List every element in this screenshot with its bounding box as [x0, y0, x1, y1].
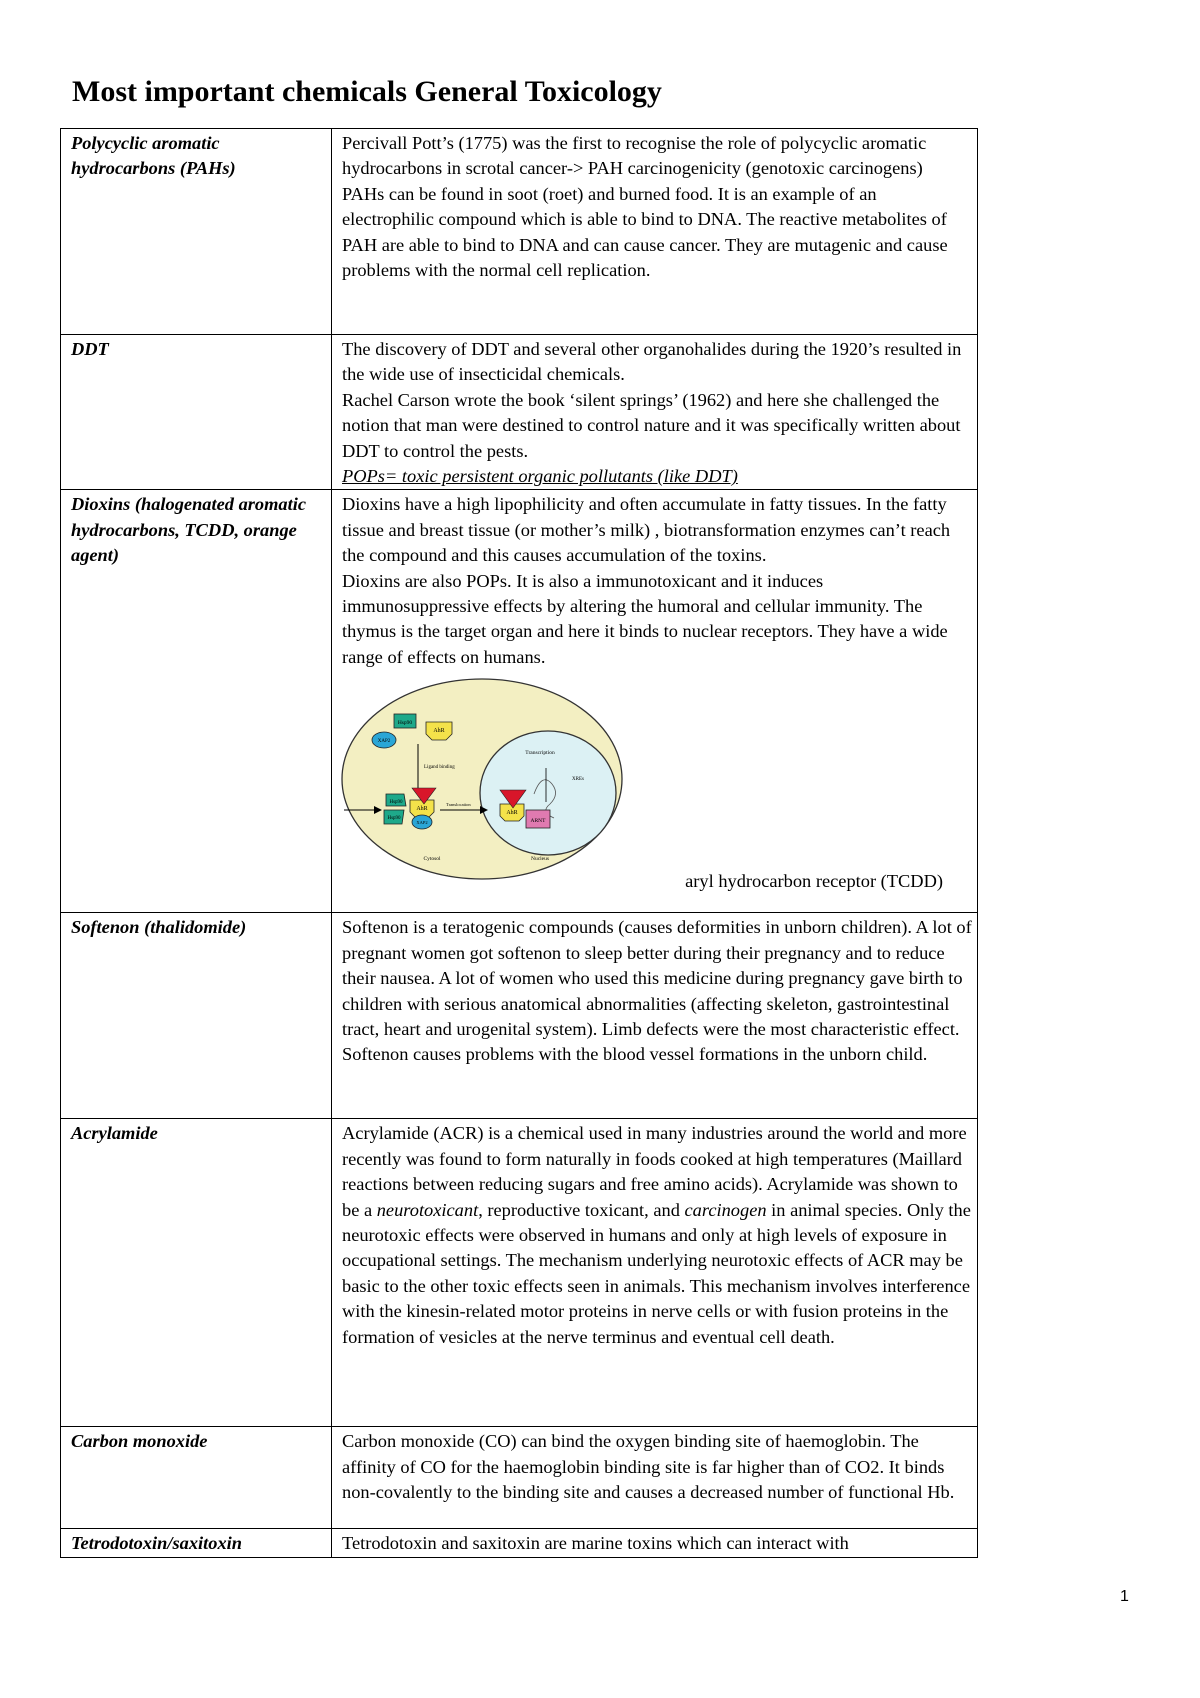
chemical-description: [332, 129, 978, 335]
carcinogen-term: carcinogen: [684, 1199, 767, 1220]
chemicals-table: [60, 128, 978, 1558]
hsp90-label: Hsp90: [389, 800, 403, 806]
table-row: [61, 129, 978, 335]
pops-note: POPs= toxic persistent organic pollutants (like DDT): [342, 466, 738, 487]
chemical-description: [332, 1119, 978, 1427]
description-paragraph: Tetrodotoxin and saxitoxin are marine toxins which can interact with: [342, 1533, 849, 1554]
table-row: [61, 913, 978, 1119]
chemical-name: Carbon monoxide: [61, 1427, 332, 1529]
chemical-name: Dioxins (halogenated aromatic hydrocarbons, TCDD, orange agent): [61, 490, 332, 913]
acrylamide-text: , reproductive toxicant, and: [478, 1199, 685, 1220]
description-paragraph: Softenon is a teratogenic compounds (causes deformities in unborn children). A lot of pregnant women got softenon to sleep better during their pregnancy and to reduce their nausea. A lot of women who used this medicine during pregnancy gave birth to children with serious anatomical abnormalities (affecting skeleton, gastrointestinal tract, heart and urogenital system). Limb defects were the most characteristic effect. Softenon causes problems with the blood vessel formations in the unborn child.: [342, 917, 972, 1065]
chemical-description: [332, 1427, 978, 1529]
neurotoxicant-term: neurotoxicant: [376, 1199, 479, 1220]
ligand-binding-label: Ligand binding: [424, 765, 455, 771]
description-paragraph: Dioxins are also POPs. It is also a immunotoxicant and it induces immunosuppressive effects by altering the humoral and cellular immunity. The thymus is the target organ and here it binds to nuclear receptors. They have a wide range of effects on humans.: [342, 570, 948, 667]
chemical-name: Acrylamide: [61, 1119, 332, 1427]
description-paragraph: [342, 1121, 973, 1350]
ahr-pathway-figure: [342, 674, 973, 890]
nucleus-label: Nucleus: [530, 856, 550, 863]
xap2-label: XAP2: [416, 820, 428, 826]
table-row: [61, 1427, 978, 1529]
cytosol-label: Cytosol: [423, 856, 441, 863]
arnt-label: ARNT: [530, 818, 546, 825]
chemical-name: DDT: [61, 335, 332, 490]
ahr-label: AhR: [433, 728, 445, 735]
hsp90-label: Hsp90: [387, 816, 401, 822]
page-title: Most important chemicals General Toxicology: [72, 75, 662, 108]
chemical-name: Softenon (thalidomide): [61, 913, 332, 1119]
ahr-label: AhR: [416, 806, 428, 813]
figure-caption: aryl hydrocarbon receptor (TCDD): [685, 870, 943, 891]
description-paragraph: Dioxins have a high lipophilicity and often accumulate in fatty tissues. In the fatty tissue and breast tissue (or mother’s milk) , biotransformation enzymes can’t reach the compound and this causes accumulation of the toxins.: [342, 494, 951, 566]
ahr-label: AhR: [506, 810, 518, 817]
table-row: [61, 1119, 978, 1427]
chemical-description: [332, 490, 978, 913]
ahr-pathway-diagram: [340, 676, 630, 882]
description-paragraph: PAHs can be found in soot (roet) and burned food. It is an example of an electrophilic compound which is able to bind to DNA. The reactive metabolites of PAH are able to bind to DNA and can cause cancer. They are mutagenic and cause problems with the normal cell replication.: [342, 183, 948, 281]
chemical-name: Polycyclic aromatic hydrocarbons (PAHs): [61, 129, 332, 335]
description-paragraph: The discovery of DDT and several other organohalides during the 1920’s resulted in the wide use of insecticidal chemicals.: [342, 339, 962, 385]
xap2-label: XAP2: [377, 739, 391, 745]
description-paragraph: Rachel Carson wrote the book ‘silent springs’ (1962) and here she challenged the notion that man were destined to control nature and it was specifically written about DDT to control the pests.: [342, 389, 961, 461]
page-number: 1: [1120, 1588, 1129, 1605]
chemical-description: [332, 913, 978, 1119]
hsp90-label: Hsp90: [397, 720, 413, 727]
xre-label: XREs: [572, 777, 584, 783]
table-row: [61, 1529, 978, 1557]
acrylamide-text: Acrylamide (ACR) is a chemical used in many industries around the world and more recently was found to form naturally in foods cooked at high temperatures (Maillard reactions between reducing sugars and free amino acids). Acrylamide was shown to be a: [342, 1123, 967, 1220]
chemical-description: [332, 1529, 978, 1557]
description-paragraph: Carbon monoxide (CO) can bind the oxygen binding site of haemoglobin. The affinity of CO for the haemoglobin binding site is far higher than of CO2. It binds non-covalently to the binding site and causes a decreased number of functional Hb.: [342, 1431, 955, 1503]
description-paragraph: Percivall Pott’s (1775) was the first to recognise the role of polycyclic aromatic hydrocarbons in scrotal cancer-> PAH carcinogenicity (genotoxic carcinogens): [342, 133, 927, 179]
table-row: [61, 335, 978, 490]
chemical-description: [332, 335, 978, 490]
chemical-name: Tetrodotoxin/saxitoxin: [61, 1529, 332, 1557]
transcription-label: Transcription: [525, 750, 555, 757]
table-row: [61, 490, 978, 913]
acrylamide-text: in animal species. Only the neurotoxic effects were observed in humans and only at high levels of exposure in occupational settings. The mechanism underlying neurotoxic effects of ACR may be basic to the other toxic effects seen in animals. This mechanism involves interference with the kinesin-related motor proteins in nerve cells or with fusion proteins in the formation of vesicles at the nerve terminus and eventual cell death.: [342, 1199, 971, 1347]
translocation-label: Translocation: [446, 802, 471, 808]
